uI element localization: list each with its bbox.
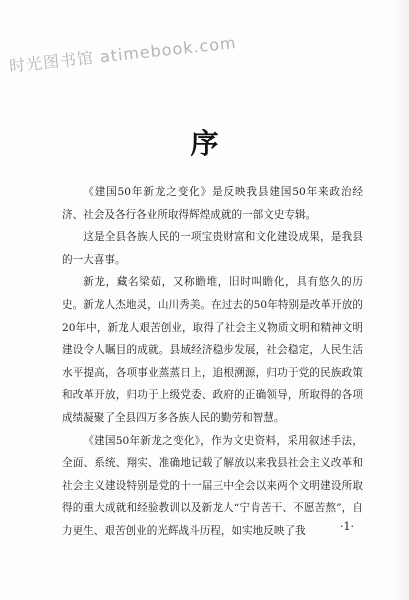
paragraph-1: 《建国50年新龙之变化》是反映我县建国50年来政治经济、社会及各行各业所取得辉煌成就的一部文史专辑。: [62, 186, 363, 221]
preface-body: [62, 181, 363, 543]
watermark-text: 时光图书馆 atimebook.com: [8, 33, 238, 76]
page-title: 序: [190, 127, 219, 160]
page-edge-shadow: [395, 0, 409, 600]
paragraph-2: 这是全县各族人民的一项宝贵财富和文化建设成果，是我县的一大喜事。: [62, 231, 363, 266]
page-number: ·1·: [340, 520, 354, 533]
paragraph-4: 《建国50年新龙之变化》，作为文史资料，采用叙述手法，全面、系统、翔实、准确地记载了解放以来我县社会主义改革和社会主义建设特别是党的十一届三中全会以来两个文明建设所取得的重大成就和经验教训以及新龙人“宁肯苦干、不愿苦熬”，自力更生、艰苦创业的光辉战斗历程，如实地反映了我: [62, 434, 363, 537]
paragraph-3: 新龙，藏名梁茹，又称瞻堆，旧时叫瞻化，具有悠久的历史。新龙人杰地灵，山川秀美。在过去的50年特别是改革开放的20年中，新龙人艰苦创业，取得了社会主义物质文明和精神文明建设令人瞩目的成就。县域经济稳步发展，社会稳定，人民生活水平提高，各项事业蒸蒸日上，追根溯源，归功于党的民族政策和改革开放，归功于上级党委、政府的正确领导，所取得的各项成绩凝聚了全县四万多各族人民的勤劳和智慧。: [62, 276, 363, 424]
